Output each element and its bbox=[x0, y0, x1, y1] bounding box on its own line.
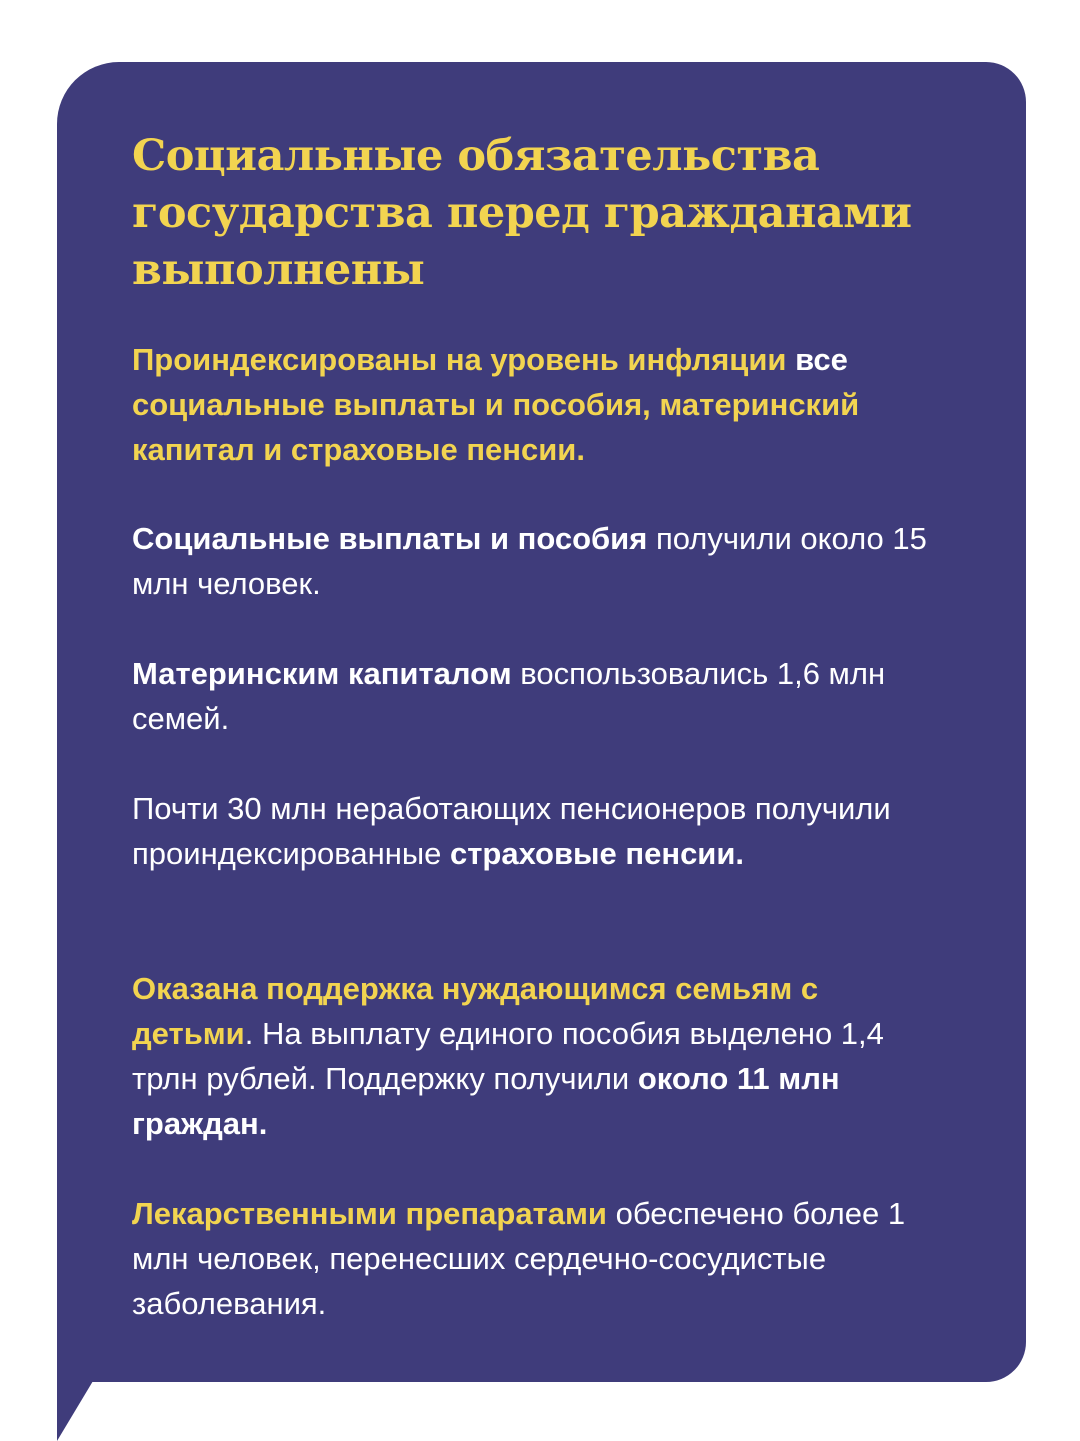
paragraph-medication: Лекарственными препаратами обеспечено более 1 млн человек, перенесших сердечно-сосудистые заболевания. bbox=[132, 1196, 906, 1321]
paragraph-family-support: Оказана поддержка нуждающимся семьям с детьми. На выплату единого пособия выделено 1,4 трлн рублей. Поддержку получили около 11 млн граждан. bbox=[132, 971, 884, 1141]
paragraph-pensions: Почти 30 млн неработающих пенсионеров получили проиндексированные страховые пенсии. bbox=[132, 791, 891, 871]
paragraph-maternity-capital: Материнским капиталом воспользовались 1,6 млн семей. bbox=[132, 656, 886, 736]
paragraph-social-payments: Социальные выплаты и пособия получили около 15 млн человек. bbox=[132, 521, 927, 601]
page-title: Социальные обязательства государства перед гражданами выполнены bbox=[132, 131, 912, 295]
paragraph-indexation: Проиндексированы на уровень инфляции все социальные выплаты и пособия, материнский капитал и страховые пенсии. bbox=[132, 342, 860, 467]
speech-bubble-tail bbox=[57, 1381, 93, 1441]
